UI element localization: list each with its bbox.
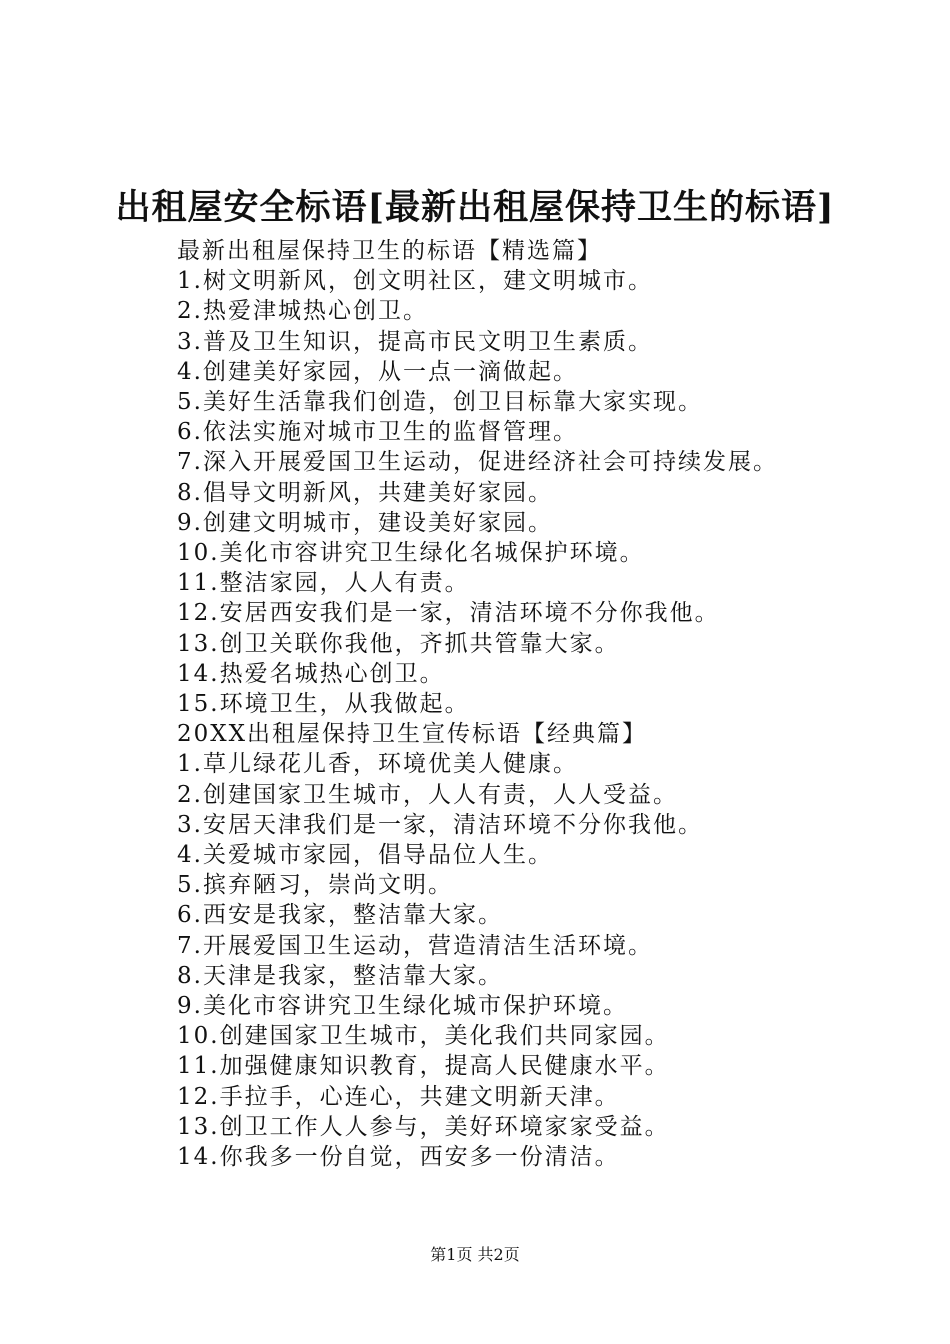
list-item: 8.倡导文明新风，共建美好家园。 bbox=[177, 479, 553, 506]
list-item: 4.创建美好家园，从一点一滴做起。 bbox=[177, 358, 578, 385]
list-item: 9.美化市容讲究卫生绿化城市保护环境。 bbox=[177, 993, 628, 1020]
document-body bbox=[177, 236, 917, 1172]
list-item: 15.环境卫生，从我做起。 bbox=[177, 691, 470, 718]
list-item: 1.树文明新风，创文明社区，建文明城市。 bbox=[177, 268, 653, 295]
list-item: 10.美化市容讲究卫生绿化名城保护环境。 bbox=[177, 540, 645, 567]
list-item: 2.创建国家卫生城市，人人有责，人人受益。 bbox=[177, 781, 678, 808]
section-heading-selected: 最新出租屋保持卫生的标语【精选篇】 bbox=[177, 238, 602, 264]
list-item: 7.开展爱国卫生运动，营造清洁生活环境。 bbox=[177, 932, 653, 959]
list-item: 11.加强健康知识教育，提高人民健康水平。 bbox=[177, 1053, 670, 1080]
list-item: 7.深入开展爱国卫生运动，促进经济社会可持续发展。 bbox=[177, 449, 778, 476]
list-item: 4.关爱城市家园，倡导品位人生。 bbox=[177, 842, 553, 869]
list-item: 6.西安是我家，整洁靠大家。 bbox=[177, 902, 503, 929]
list-item: 8.天津是我家，整洁靠大家。 bbox=[177, 962, 503, 989]
list-item: 2.热爱津城热心创卫。 bbox=[177, 298, 428, 325]
list-item: 3.普及卫生知识，提高市民文明卫生素质。 bbox=[177, 328, 653, 355]
list-item: 6.依法实施对城市卫生的监督管理。 bbox=[177, 419, 578, 446]
list-item: 9.创建文明城市，建设美好家园。 bbox=[177, 509, 553, 536]
list-item: 13.创卫工作人人参与，美好环境家家受益。 bbox=[177, 1113, 670, 1140]
list-item: 14.你我多一份自觉，西安多一份清洁。 bbox=[177, 1144, 620, 1171]
list-item: 11.整洁家园，人人有责。 bbox=[177, 570, 470, 597]
page-footer: 第1页 共2页 bbox=[430, 1245, 520, 1264]
list-item: 3.安居天津我们是一家，清洁环境不分你我他。 bbox=[177, 811, 703, 838]
list-item: 12.安居西安我们是一家，清洁环境不分你我他。 bbox=[177, 600, 720, 627]
section-heading-classic: 20XX出租屋保持卫生宣传标语【经典篇】 bbox=[177, 721, 648, 748]
list-item: 13.创卫关联你我他，齐抓共管靠大家。 bbox=[177, 630, 620, 657]
document-title: 出租屋安全标语[最新出租屋保持卫生的标语] bbox=[115, 187, 835, 228]
list-item: 12.手拉手，心连心，共建文明新天津。 bbox=[177, 1083, 620, 1110]
list-item: 5.摈弃陋习，崇尚文明。 bbox=[177, 872, 453, 899]
list-item: 10.创建国家卫生城市，美化我们共同家园。 bbox=[177, 1023, 670, 1050]
list-item: 5.美好生活靠我们创造，创卫目标靠大家实现。 bbox=[177, 389, 703, 416]
list-item: 14.热爱名城热心创卫。 bbox=[177, 660, 445, 687]
list-item: 1.草儿绿花儿香，环境优美人健康。 bbox=[177, 751, 578, 778]
